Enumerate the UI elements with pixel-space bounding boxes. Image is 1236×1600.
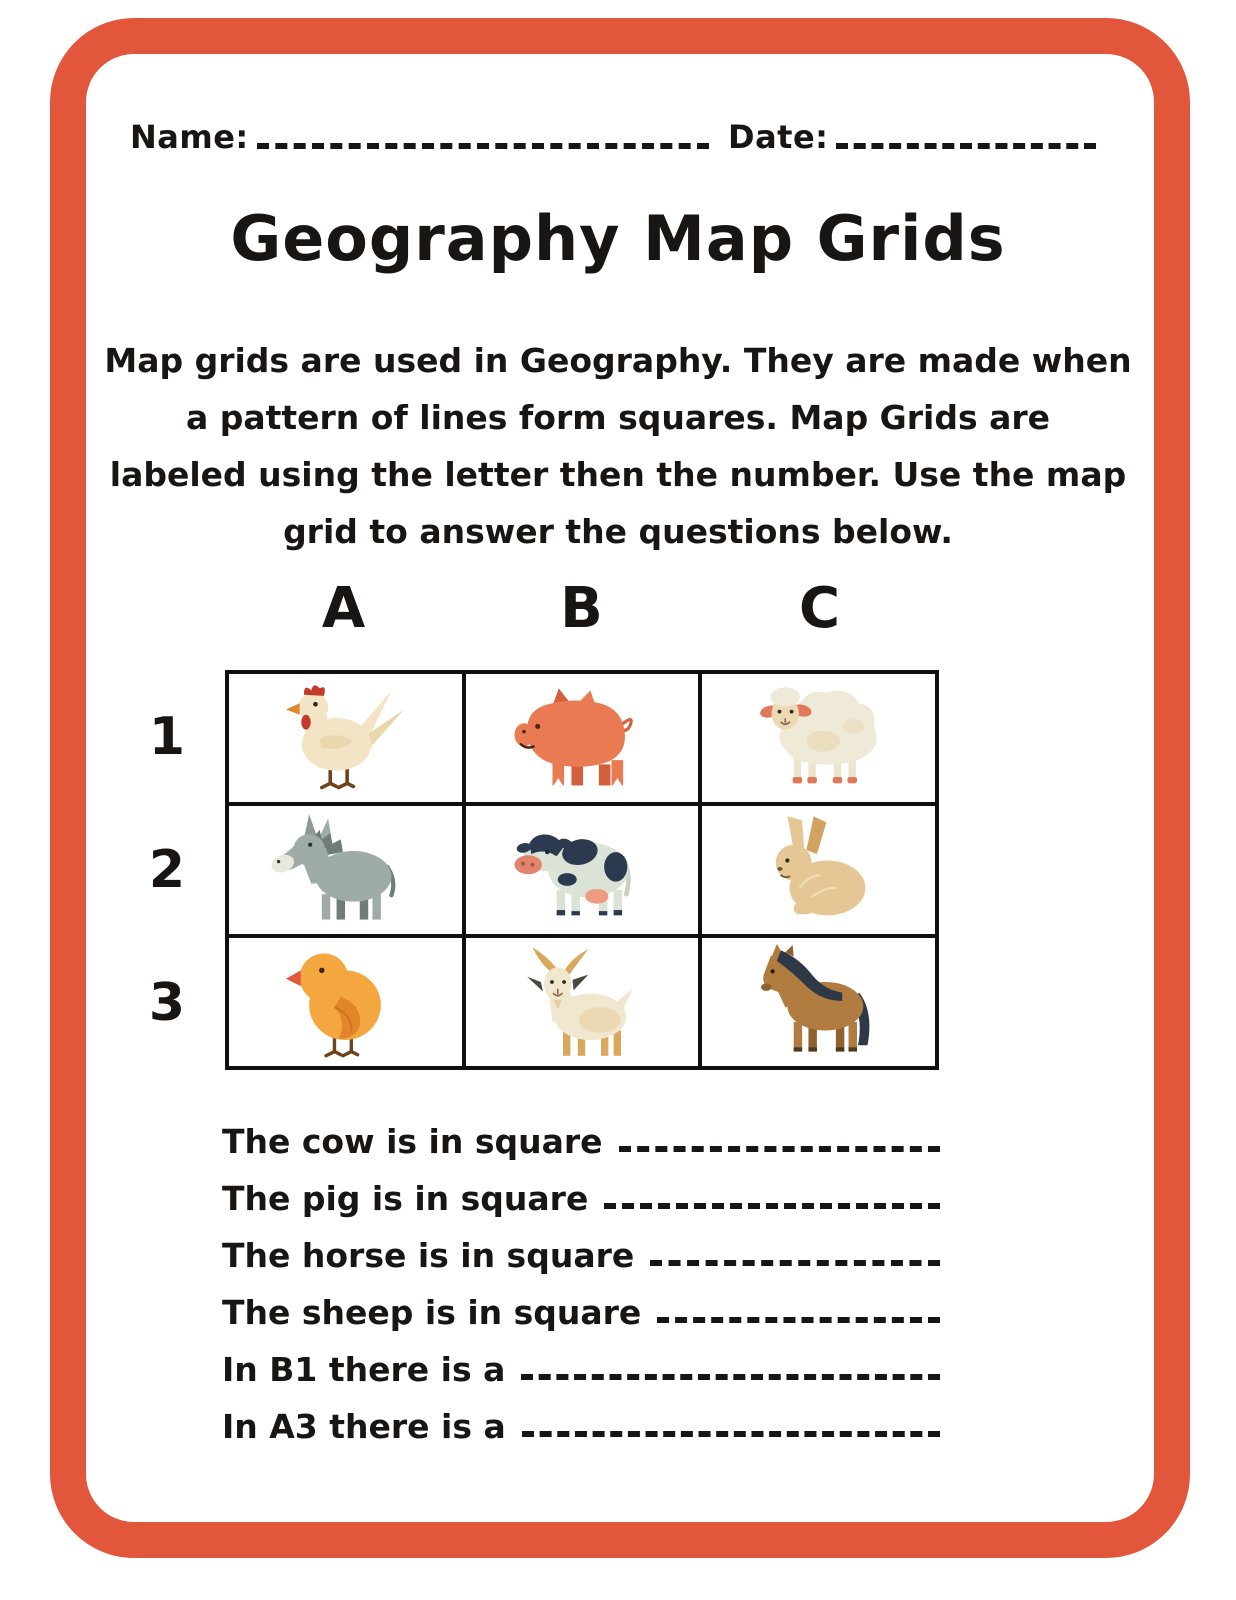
question-text: In B1 there is a bbox=[222, 1350, 506, 1389]
question-row-b1 bbox=[222, 1332, 940, 1389]
intro-text bbox=[66, 332, 1170, 560]
intro-line: a pattern of lines form squares. Map Grids are bbox=[185, 398, 1051, 437]
row-header-3: 3 bbox=[148, 973, 186, 1034]
grid-cell-c1 bbox=[702, 674, 935, 802]
answer-blank-line[interactable] bbox=[604, 1203, 940, 1209]
answer-blank-line[interactable] bbox=[657, 1317, 940, 1323]
intro-line: grid to answer the questions below. bbox=[283, 512, 953, 551]
goat-icon bbox=[489, 944, 675, 1060]
row-header-1: 1 bbox=[148, 706, 186, 767]
date-blank-line[interactable] bbox=[836, 143, 1096, 149]
grid-cell-b2 bbox=[466, 806, 699, 934]
name-label: Name: bbox=[130, 118, 249, 156]
name-field bbox=[130, 118, 709, 156]
date-label: Date: bbox=[728, 118, 829, 156]
grid-cell-c3 bbox=[702, 938, 935, 1066]
column-header-b: B bbox=[560, 576, 604, 641]
answer-blank-line[interactable] bbox=[619, 1146, 941, 1152]
grid-cell-a1 bbox=[229, 674, 462, 802]
horse-icon bbox=[726, 944, 912, 1060]
question-text: The horse is in square bbox=[222, 1236, 635, 1275]
question-text: The cow is in square bbox=[222, 1122, 603, 1161]
answer-blank-line[interactable] bbox=[650, 1260, 940, 1266]
answer-blank-line[interactable] bbox=[522, 1431, 940, 1437]
rabbit-icon bbox=[726, 812, 912, 928]
chick-icon bbox=[252, 944, 438, 1060]
question-row-cow bbox=[222, 1104, 940, 1161]
intro-line: labeled using the letter then the number. Use the map bbox=[109, 455, 1127, 494]
answer-blank-line[interactable] bbox=[521, 1374, 940, 1380]
sheep-icon bbox=[726, 680, 912, 796]
question-row-a3 bbox=[222, 1389, 940, 1446]
question-row-pig bbox=[222, 1161, 940, 1218]
column-header-a: A bbox=[321, 576, 367, 641]
donkey-icon bbox=[252, 812, 438, 928]
name-blank-line[interactable] bbox=[257, 143, 709, 149]
intro-line: Map grids are used in Geography. They are made when bbox=[104, 341, 1132, 380]
grid-cell-c2 bbox=[702, 806, 935, 934]
grid-cell-a3 bbox=[229, 938, 462, 1066]
map-grid-table bbox=[225, 670, 939, 1070]
grid-cell-a2 bbox=[229, 806, 462, 934]
page-title: Geography Map Grids bbox=[230, 202, 1006, 275]
row-header-2: 2 bbox=[148, 839, 186, 900]
chicken-icon bbox=[252, 680, 438, 796]
question-text: The sheep is in square bbox=[222, 1293, 642, 1332]
row-headers bbox=[134, 670, 200, 1070]
cow-icon bbox=[489, 812, 675, 928]
questions-list bbox=[222, 1104, 940, 1446]
pig-icon bbox=[489, 680, 675, 796]
question-text: The pig is in square bbox=[222, 1179, 589, 1218]
grid-cell-b3 bbox=[466, 938, 699, 1066]
question-row-sheep bbox=[222, 1275, 940, 1332]
question-text: In A3 there is a bbox=[222, 1407, 506, 1446]
column-header-c: C bbox=[798, 576, 842, 641]
date-field bbox=[728, 118, 1096, 156]
column-headers bbox=[225, 576, 939, 641]
question-row-horse bbox=[222, 1218, 940, 1275]
grid-cell-b1 bbox=[466, 674, 699, 802]
